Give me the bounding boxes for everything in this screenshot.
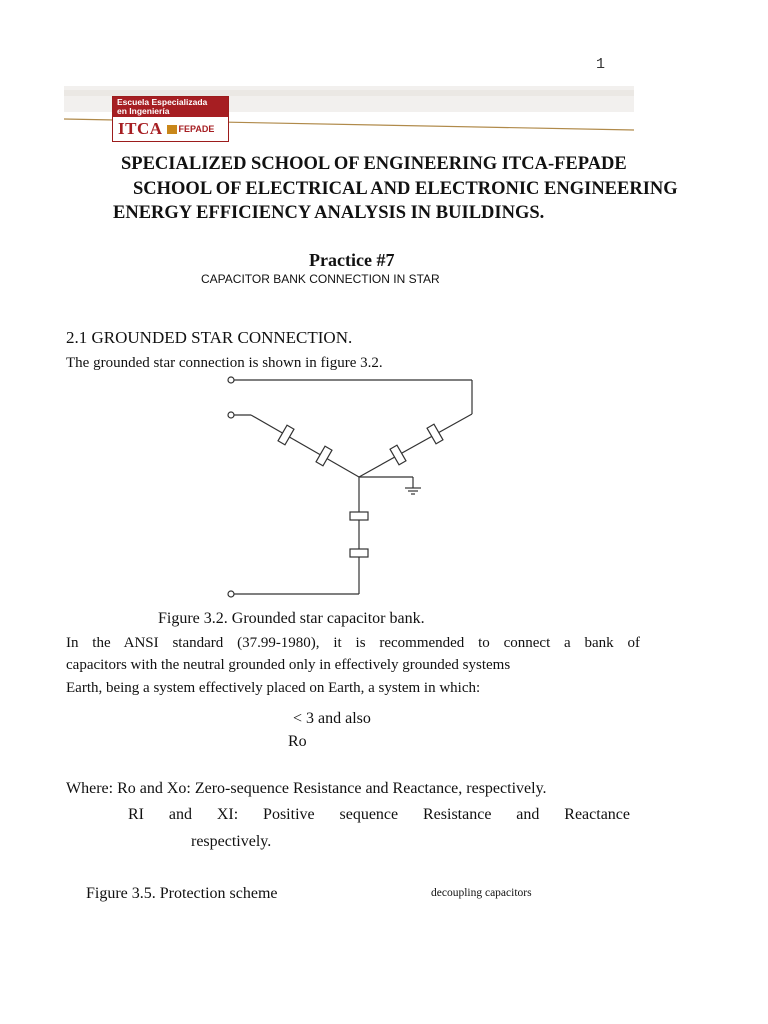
itca-fepade-logo: [112, 96, 229, 142]
intro-text: The grounded star connection is shown in figure 3.2.: [66, 355, 383, 371]
figure-3-2-caption: Figure 3.2. Grounded star capacitor bank.: [158, 610, 425, 627]
practice-title: Practice #7: [309, 250, 395, 270]
decoupling-capacitors-label: decoupling capacitors: [431, 887, 532, 899]
logo-book-icon: [167, 125, 177, 134]
logo-fepade-text: FEPADE: [178, 124, 215, 134]
ratio-condition: < 3 and also: [293, 710, 371, 727]
paragraph-line-1: In the ANSI standard (37.99-1980), it is recommended to connect a bank of: [66, 635, 640, 651]
logo-school-text: Escuela Especializada en Ingeniería: [113, 97, 228, 117]
header-line-1: SPECIALIZED SCHOOL OF ENGINEERING ITCA-FEPADE: [121, 154, 627, 174]
header-line-2: SCHOOL OF ELECTRICAL AND ELECTRONIC ENGINEERING: [133, 179, 678, 199]
header-line-3: ENERGY EFFICIENCY ANALYSIS IN BUILDINGS.: [113, 203, 545, 223]
positive-sequence-definition: RI and XI: Positive sequence Resistance and Reactance: [128, 806, 630, 823]
section-heading: 2.1 GROUNDED STAR CONNECTION.: [66, 328, 353, 347]
where-definition: Where: Ro and Xo: Zero-sequence Resistance and Reactance, respectively.: [66, 780, 547, 797]
figure-3-5-caption: Figure 3.5. Protection scheme: [86, 885, 278, 902]
respectively-text: respectively.: [191, 833, 272, 850]
ro-label: Ro: [288, 733, 307, 750]
page-number: 1: [596, 56, 606, 73]
logo-itca-text: ITCA: [118, 119, 163, 138]
grounded-star-capacitor-diagram: [225, 376, 475, 598]
paragraph-line-2: capacitors with the neutral grounded only in effectively grounded systems: [66, 657, 511, 673]
practice-subtitle: CAPACITOR BANK CONNECTION IN STAR: [201, 272, 440, 286]
paragraph-line-3: Earth, being a system effectively placed on Earth, a system in which:: [66, 680, 481, 696]
